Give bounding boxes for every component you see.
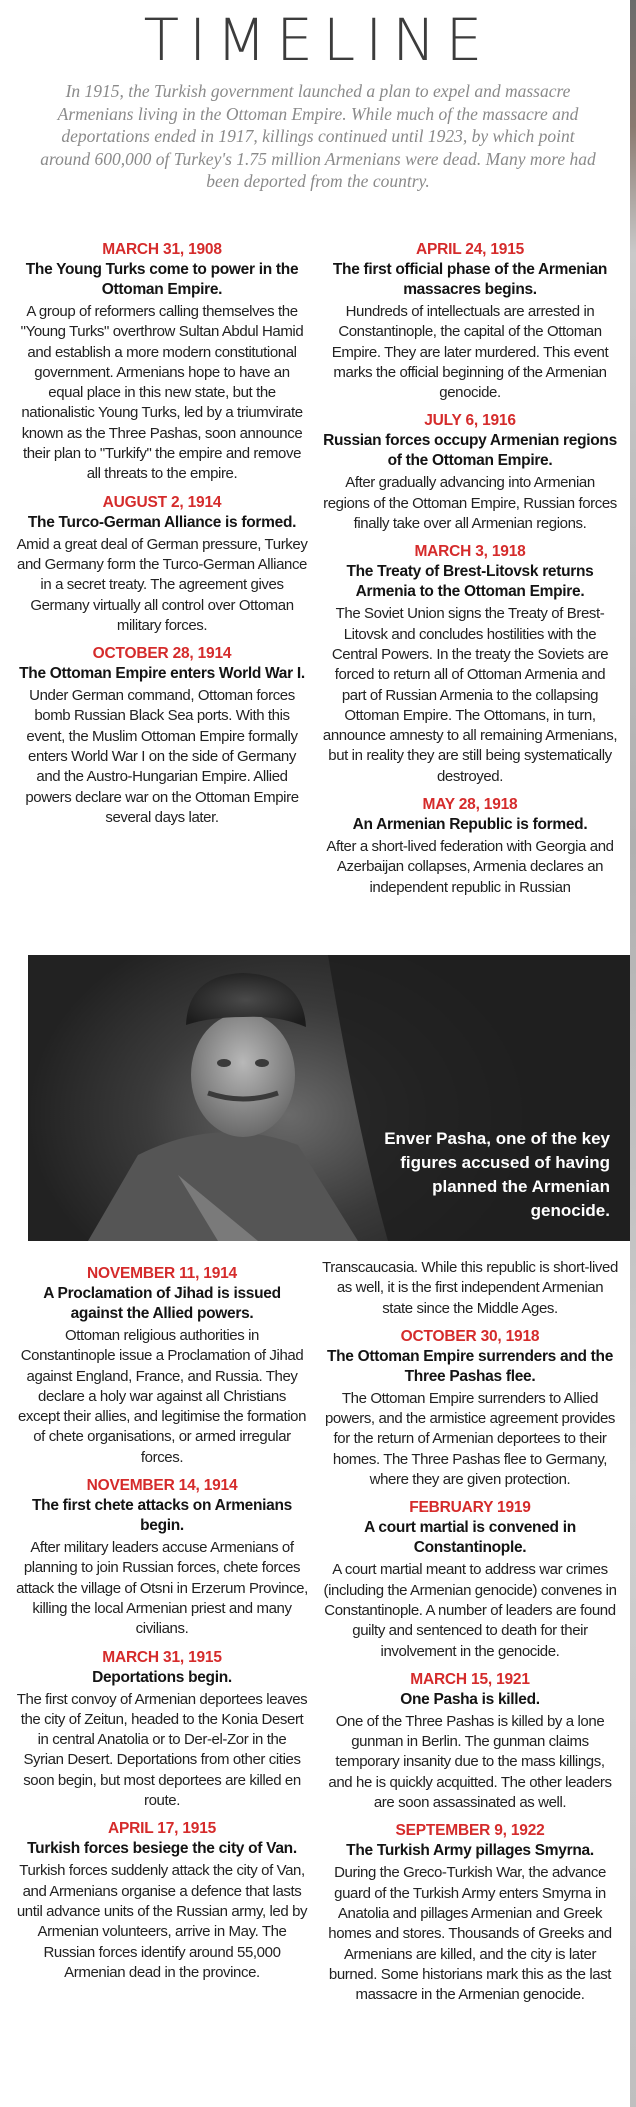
timeline-column-top-left — [16, 240, 308, 836]
entry-headline: The Young Turks come to power in the Ottoman Empire. — [25, 261, 299, 298]
entry-date: AUGUST 2, 1914 — [102, 493, 222, 511]
entry-headline: The Ottoman Empire surrenders and the Three Pashas flee. — [326, 1347, 614, 1385]
entry-date: JULY 6, 1916 — [424, 412, 516, 430]
timeline-entry — [16, 644, 308, 828]
entry-date: OCTOBER 28, 1914 — [92, 645, 232, 663]
entry-continuation: Transcaucasia. While this republic is short-lived as well, it is the first independent Armenian state since the Middle Ages. — [322, 1259, 618, 1317]
entry-headline: A court martial is convened in Constantinople. — [364, 1519, 576, 1557]
entry-date: MARCH 31, 1915 — [102, 1648, 222, 1666]
entry-body: During the Greco-Turkish War, the advance guard of the Turkish Army enters Smyrna in Anatolia and pillages Armenian and Greek homes and stores. Thousands of Greeks and Armenians are killed, and the city is later burned. Some historians mark this as the last massacre in the Armenian genocide. — [328, 1864, 612, 2004]
entry-body: The first convoy of Armenian deportees leaves the city of Zeitun, headed to the Konia Desert in central Anatolia or to Der-el-Zor in the Syrian Desert. Deportations from other cities soon begin, but most deportees are killed en route. — [16, 1690, 308, 1810]
timeline-entry — [16, 1648, 308, 1812]
entry-headline: The first chete attacks on Armenians begin. — [32, 1497, 292, 1535]
timeline-entry — [16, 1476, 308, 1639]
intro-text: In 1915, the Turkish government launched a plan to expel and massacre Armenians living in the Ottoman Empire. While much of the massacre and deportations ended in 1917, killings continued until 1923, by which point around 600,000 of Turkey's 1.75 million Armenians were dead. Many more had been deported from the country. — [40, 81, 596, 191]
entry-date: APRIL 17, 1915 — [107, 1820, 217, 1838]
entry-body: The Soviet Union signs the Treaty of Brest-Litovsk and concludes hostilities with the Central Powers. In the treaty the Soviets are forced to return all of Ottoman Armenia and part of Russian Armenia to the collapsing Ottoman Empire. The Ottomans, in turn, announce amnesty to all remaining Armenians, but in reality they are still being systematically destroyed. — [322, 605, 618, 785]
timeline-entry — [16, 493, 308, 636]
entry-headline: The Ottoman Empire enters World War I. — [19, 665, 305, 683]
timeline-entry — [322, 240, 618, 403]
entry-headline: A Proclamation of Jihad is issued against the Allied powers. — [43, 1285, 281, 1322]
timeline-column-bottom-right — [322, 1258, 618, 2013]
entry-headline: The Treaty of Brest-Litovsk returns Armenia to the Ottoman Empire. — [346, 563, 594, 601]
timeline-entry — [322, 795, 618, 898]
entry-headline: Turkish forces besiege the city of Van. — [27, 1840, 297, 1858]
entry-body: Ottoman religious authorities in Constantinople issue a Proclamation of Jihad against England, France, and Russia. They declare a holy war against all Christians except their allies, and legitimise the formation of chete organisations, or armed irregular forces. — [17, 1327, 307, 1466]
timeline-entry — [16, 1264, 308, 1468]
timeline-entry — [322, 1327, 618, 1490]
entry-date: MARCH 3, 1918 — [414, 543, 526, 561]
entry-date: NOVEMBER 11, 1914 — [87, 1265, 237, 1282]
portrait-photo — [28, 955, 632, 1241]
entry-body: A court martial meant to address war crimes (including the Armenian genocide) convenes in Constantinople. A number of leaders are found guilty and sentenced to death for their involvement in the genocide. — [323, 1561, 617, 1660]
entry-headline: The Turkish Army pillages Smyrna. — [346, 1842, 594, 1860]
entry-body: Amid a great deal of German pressure, Turkey and Germany form the Turco-German Alliance in a secret treaty. The agreement gives Germany virtually all control over Ottoman military forces. — [16, 535, 308, 634]
entry-headline: The first official phase of the Armenian massacres begins. — [332, 261, 608, 298]
timeline-entry — [322, 1498, 618, 1661]
timeline-entry — [322, 1670, 618, 1813]
timeline-entry — [16, 240, 308, 485]
entry-date: FEBRUARY 1919 — [409, 1499, 531, 1517]
entry-date: MARCH 31, 1908 — [102, 241, 222, 258]
timeline-entry — [322, 411, 618, 534]
entry-date: MAY 28, 1918 — [422, 796, 518, 814]
entry-headline: An Armenian Republic is formed. — [352, 816, 588, 834]
timeline-entry — [322, 542, 618, 787]
page-edge-strip — [630, 0, 636, 2107]
entry-body: A group of reformers calling themselves the "Young Turks" overthrow Sultan Abdul Hamid and establish a more modern constitutional government. Armenians hope to have an equal place in this new state, but the nationalistic Young Turks, led by a triumvirate known as the Three Pashas, soon announce their plan to "Turkify" the empire and remove all threats to the empire. — [20, 303, 304, 483]
face-shape — [191, 1013, 295, 1137]
page-title: TIMELINE — [143, 6, 493, 74]
timeline-entry — [322, 1821, 618, 2005]
photo-caption: Enver Pasha, one of the key figures accused of having planned the Armenian genocide. — [384, 1129, 610, 1220]
entry-body: After military leaders accuse Armenians of planning to join Russian forces, chete forces attack the village of Otsni in Erzerum Province, killing the local Armenian priest and many civilians. — [16, 1539, 308, 1638]
entry-date: OCTOBER 30, 1918 — [400, 1327, 540, 1345]
entry-body: After a short-lived federation with Georgia and Azerbaijan collapses, Armenia declares an independent republic in Russian — [326, 838, 614, 896]
entry-headline: The Turco-German Alliance is formed. — [27, 513, 297, 531]
entry-body: After gradually advancing into Armenian regions of the Ottoman Empire, Russian forces finally take over all Armenian regions. — [323, 474, 617, 533]
timeline-column-top-right — [322, 240, 618, 906]
entry-body: Under German command, Ottoman forces bomb Russian Black Sea ports. With this event, the Muslim Ottoman Empire formally enters World War I on the side of Germany and the Austro-Hungarian Empire. Allied powers declare war on the Ottoman Empire several days later. — [25, 687, 299, 826]
entry-body: Hundreds of intellectuals are arrested in Constantinople, the capital of the Ottoman Empire. They are later murdered. This event marks the official beginning of the Armenian genocide. — [331, 303, 609, 402]
entry-body: One of the Three Pashas is killed by a lone gunman in Berlin. The gunman claims temporary insanity due to the mass killings, and he is quickly acquitted. The other leaders are soon assassinated as well. — [328, 1712, 612, 1812]
entry-date: SEPTEMBER 9, 1922 — [395, 1822, 545, 1840]
entry-headline: Deportations begin. — [92, 1668, 232, 1686]
entry-body: Turkish forces suddenly attack the city of Van, and Armenians organise a defence that lasts until advance units of the Russian army, led by Armenian volunteers, arrive in May. The Russian forces identify around 55,000 Armenian dead in the province. — [16, 1862, 308, 1981]
entry-date: MARCH 15, 1921 — [410, 1670, 530, 1688]
entry-headline: Russian forces occupy Armenian regions of the Ottoman Empire. — [323, 432, 617, 470]
entry-body: The Ottoman Empire surrenders to Allied powers, and the armistice agreement provides for the return of Armenian deportees to their homes. The Three Pashas flee to Germany, where they are given protection. — [324, 1389, 616, 1489]
entry-date: APRIL 24, 1915 — [415, 241, 525, 258]
timeline-entry — [16, 1819, 308, 1983]
entry-headline: One Pasha is killed. — [400, 1690, 540, 1708]
timeline-column-bottom-left — [16, 1264, 308, 1991]
entry-date: NOVEMBER 14, 1914 — [86, 1477, 238, 1495]
